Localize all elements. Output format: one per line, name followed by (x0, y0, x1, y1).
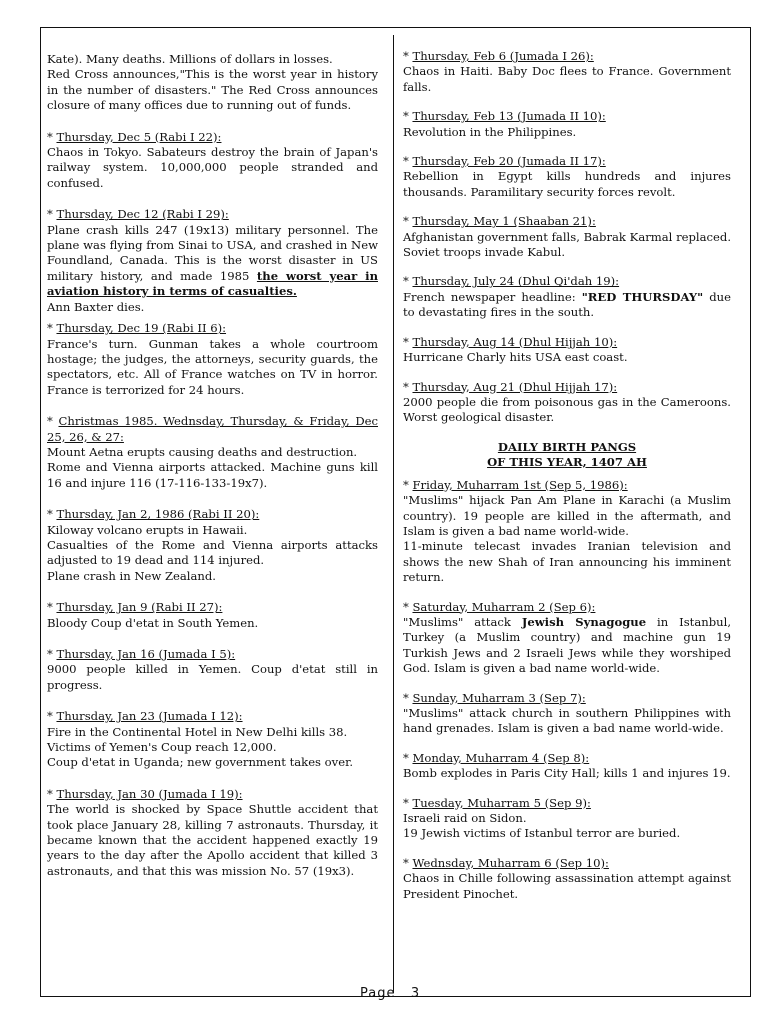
entry-date: * Thursday, May 1 (Shaaban 21): (403, 214, 596, 229)
section-heading-sub: OF THIS YEAR, 1407 AH (487, 454, 647, 469)
column-divider (393, 35, 394, 993)
entry-aug21 (403, 380, 731, 426)
entry-body: Plane crash in New Zealand. (47, 568, 216, 583)
entry-dec19 (47, 321, 378, 398)
entry-date: * Thursday, Dec 5 (Rabi I 22): (47, 129, 222, 144)
entry-muharram1 (403, 478, 731, 586)
page-number: Page 3 (360, 986, 421, 1001)
entry-body: Afghanistan government falls, Babrak Karmal replaced. Soviet troops invade Kabul. (403, 229, 731, 260)
entry-date: * Thursday, Jan 2, 1986 (Rabi II 20): (47, 507, 260, 522)
entry-body: 19 Jewish victims of Istanbul terror are buried. (403, 826, 681, 841)
entry-aug14 (403, 335, 731, 366)
section-heading: DAILY BIRTH PANGS (497, 439, 637, 454)
entry-date: * Thursday, Feb 20 (Jumada II 17): (403, 154, 606, 169)
entry-body: Bomb explodes in Paris City Hall; kills 1 and injures 19. (403, 766, 731, 781)
entry-jan30 (47, 787, 378, 879)
entry-muharram4 (403, 751, 731, 782)
entry-muharram2 (403, 600, 731, 677)
entry-body: Rome and Vienna airports attacked. Machine guns kill 16 and injure 116 (17-116-133-19x7). (47, 460, 378, 490)
entry-date: * Thursday, Dec 19 (Rabi II 6): (47, 321, 227, 336)
entry-body: French newspaper headline: "RED THURSDAY" due to devastating fires in the south. (403, 289, 731, 320)
entry-date: * Thursday, Feb 13 (Jumada II 10): (403, 109, 606, 124)
entry-date: * Thursday, Feb 6 (Jumada I 26): (403, 49, 594, 63)
emphasis-text: the worst year in aviation history in terms of casualties. (47, 268, 378, 299)
entry-body: Rebellion in Egypt kills hundreds and injures thousands. Paramilitary security forces revolt. (403, 169, 731, 199)
entry-dec12 (47, 207, 378, 315)
entry-body: "Muslims" attack church in southern Philippines with hand grenades. Islam is given a bad name world-wide. (403, 706, 731, 736)
entry-body: Fire in the Continental Hotel in New Delhi kills 38. (47, 724, 348, 739)
entry-body: Ann Baxter dies. (47, 299, 145, 314)
entry-body: Coup d'etat in Uganda; new government takes over. (47, 755, 354, 770)
emphasis-text: Jewish Synagogue (521, 614, 647, 629)
entry-body: France's turn. Gunman takes a whole courtroom hostage; the judges, the attorneys, security guards, the spectators, etc. All of France watches on TV in horror. France is terrorized for 24 hours. (47, 336, 378, 397)
entry-date: * Sunday, Muharram 3 (Sep 7): (403, 690, 586, 705)
entry-feb20 (403, 154, 731, 200)
entry-july24 (403, 274, 731, 320)
entry-jan9 (47, 600, 378, 631)
entry-date: * Friday, Muharram 1st (Sep 5, 1986): (403, 477, 628, 492)
entry-body: Plane crash kills 247 (19x13) military personnel. The plane was flying from Sinai to USA, and crashed in New Foundland, Canada. This is the worst disaster in US military history, and made 1985 the worst year in aviation history in terms of casualties. (47, 222, 378, 299)
entry-date: * Christmas 1985. Wednsday, Thursday, & Friday, Dec 25, 26, & 27: (47, 414, 378, 444)
entry-date: * Thursday, Jan 23 (Jumada I 12): (47, 709, 243, 724)
left-column (47, 52, 378, 879)
entry-may1 (403, 214, 731, 260)
headline-text: "RED THURSDAY" (581, 289, 704, 304)
entry-date: * Tuesday, Muharram 5 (Sep 9): (403, 795, 591, 810)
entry-muharram3 (403, 691, 731, 737)
entry-body: Israeli raid on Sidon. (403, 811, 527, 826)
entry-body: Chaos in Chille following assassination attempt against President Pinochet. (403, 871, 731, 901)
entry-body: Chaos in Haiti. Baby Doc flees to France. Government falls. (403, 64, 731, 94)
entry-jan23 (47, 709, 378, 771)
entry-dec5 (47, 130, 378, 192)
entry-jan2 (47, 507, 378, 584)
entry-body: 9000 people killed in Yemen. Coup d'etat still in progress. (47, 662, 378, 692)
entry-date: * Thursday, Aug 21 (Dhul Hijjah 17): (403, 379, 618, 394)
entry-date: * Saturday, Muharram 2 (Sep 6): (403, 599, 596, 614)
entry-body: Casualties of the Rome and Vienna airports attacks adjusted to 19 dead and 114 injured. (47, 537, 378, 568)
entry-body: Revolution in the Philippines. (403, 124, 577, 139)
entry-date: * Thursday, July 24 (Dhul Qi'dah 19): (403, 274, 620, 289)
entry-feb6 (403, 49, 731, 95)
entry-body: Chaos in Tokyo. Sabateurs destroy the brain of Japan's railway system. 10,000,000 people stranded and confused. (47, 145, 378, 190)
entry-date: * Monday, Muharram 4 (Sep 8): (403, 750, 590, 765)
right-column (403, 49, 731, 902)
entry-body: The world is shocked by Space Shuttle accident that took place January 28, killing 7 astronauts. Thursday, it became known that the accident happened exactly 19 years to the day after the Apollo accident that killed 3 astronauts, and that this was mission No. 57 (19x3). (47, 802, 378, 878)
entry-date: * Thursday, Jan 16 (Jumada I 5): (47, 647, 236, 661)
entry-date: * Thursday, Jan 30 (Jumada I 19): (47, 786, 243, 801)
entry-body: Hurricane Charly hits USA east coast. (403, 350, 628, 365)
entry-body: "Muslims" hijack Pan Am Plane in Karachi (a Muslim country). 19 people are killed in the aftermath, and Islam is given a bad name world-wide. (403, 493, 731, 538)
entry-date: * Thursday, Aug 14 (Dhul Hijjah 10): (403, 334, 618, 349)
entry-body: Kate). Many deaths. Millions of dollars in losses. (47, 52, 333, 66)
entry-body: Mount Aetna erupts causing deaths and destruction. (47, 444, 358, 459)
entry-jan16 (47, 647, 378, 693)
entry-body: Bloody Coup d'etat in South Yemen. (47, 615, 259, 630)
entry-body: Victims of Yemen's Coup reach 12,000. (47, 740, 277, 755)
entry-body: "Muslims" attack Jewish Synagogue in Istanbul, Turkey (a Muslim country) and machine gun 19 Turkish Jews and 2 Israeli Jews while they worshiped God. Islam is given a bad name world-wide. (403, 614, 732, 676)
entry-continuation (47, 52, 378, 114)
entry-muharram5 (403, 796, 731, 842)
entry-christmas (47, 414, 378, 491)
entry-date: * Thursday, Dec 12 (Rabi I 29): (47, 207, 229, 222)
entry-body: 2000 people die from poisonous gas in the Cameroons. Worst geological disaster. (403, 394, 731, 425)
entry-body: 11-minute telecast invades Iranian television and shows the new Shah of Iran announcing his imminent return. (403, 539, 731, 585)
entry-date: * Thursday, Jan 9 (Rabi II 27): (47, 600, 223, 615)
entry-muharram6 (403, 856, 731, 902)
entry-feb13 (403, 109, 731, 140)
entry-date: * Wednsday, Muharram 6 (Sep 10): (403, 855, 609, 870)
entry-body: Red Cross announces,"This is the worst year in history in the number of disasters." The Red Cross announces closure of many offices due to running out of funds. (47, 67, 378, 113)
entry-body: Kiloway volcano erupts in Hawaii. (47, 522, 248, 537)
